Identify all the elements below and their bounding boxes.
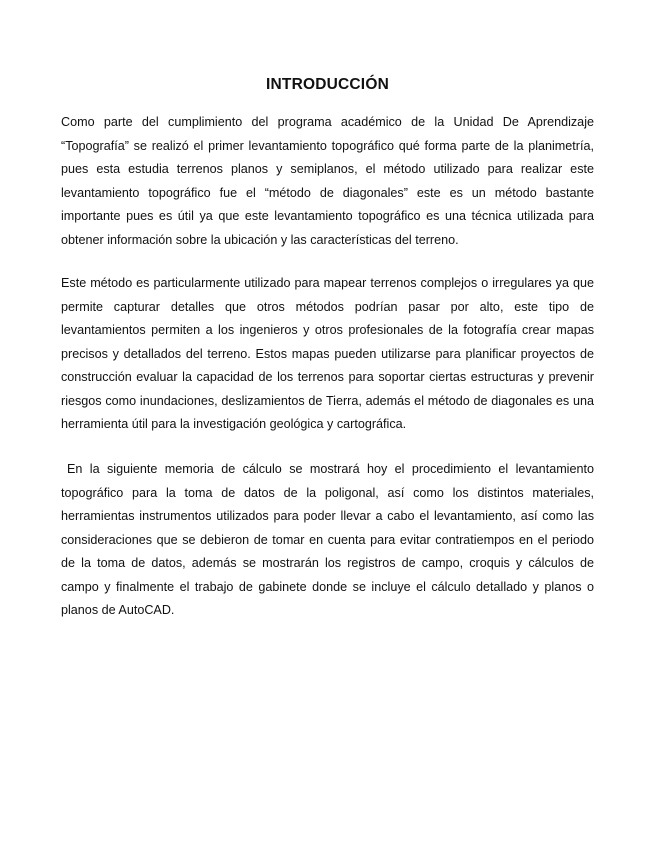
page-title: INTRODUCCIÓN: [266, 76, 389, 93]
intro-paragraph-1: Como parte del cumplimiento del programa académico de la Unidad De Aprendizaje “Topografía” se realizó el primer levantamiento topográfico qué forma parte de la planimetría, pues esta estudia terrenos planos y semiplanos, el método utilizado para realizar este levantamiento topográfico fue el “método de diagonales” este es un método bastante importante pues es útil ya que este levantamiento topográfico es una técnica utilizada para obtener información sobre la ubicación y las características del terreno.: [61, 115, 594, 247]
intro-paragraph-2: Este método es particularmente utilizado para mapear terrenos complejos o irregulares ya que permite capturar detalles que otros métodos podrían pasar por alto, este tipo de levantamientos permiten a los ingenieros y otros profesionales de la fotografía crear mapas precisos y detallados del terreno. Estos mapas pueden utilizarse para planificar proyectos de construcción evaluar la capacidad de los terrenos para soportar ciertas estructuras y prevenir riesgos como inundaciones, deslizamientos de Tierra, además el método de diagonales es una herramienta útil para la investigación geológica y cartográfica.: [61, 276, 594, 431]
intro-paragraph-3: En la siguiente memoria de cálculo se mostrará hoy el procedimiento el levantamiento topográfico para la toma de datos de la poligonal, así como los distintos materiales, herramientas instrumentos utilizados para poder llevar a cabo el levantamiento, así como las consideraciones que se debieron de tomar en cuenta para evitar contratiempos en el periodo de la toma de datos, además se mostrarán los registros de campo, croquis y cálculos de campo y finalmente el trabajo de gabinete donde se incluye el cálculo detallado y planos o planos de AutoCAD.: [61, 462, 594, 617]
